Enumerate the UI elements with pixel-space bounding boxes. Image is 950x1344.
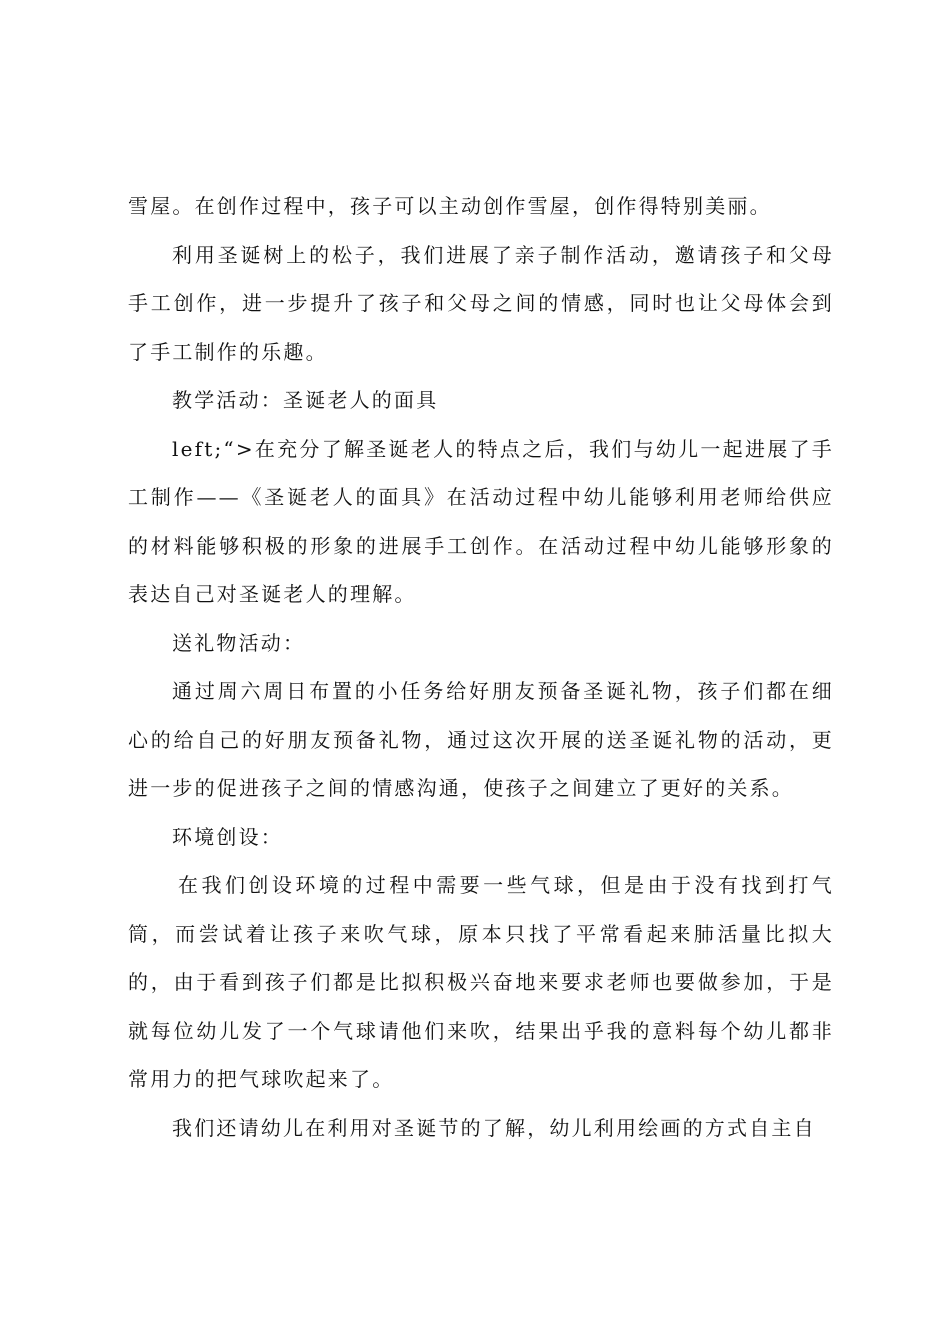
paragraph-4: left;“>在充分了解圣诞老人的特点之后，我们与幼儿一起进展了手工制作——《圣诞老人的面具》在活动过程中幼儿能够利用老师给供应的材料能够积极的形象的进展手工创作。在活动过程中幼儿能够形象的表达自己对圣诞老人的理解。 — [128, 436, 834, 606]
paragraph-6: 通过周六周日布置的小任务给好朋友预备圣诞礼物，孩子们都在细心的给自己的好朋友预备礼物，通过这次开展的送圣诞礼物的活动，更进一步的促进孩子之间的情感沟通，使孩子之间建立了更好的关系。 — [128, 679, 834, 800]
paragraph-8: 在我们创设环境的过程中需要一些气球，但是由于没有找到打气筒，而尝试着让孩子来吹气球，原本只找了平常看起来肺活量比拟大的，由于看到孩子们都是比拟积极兴奋地来要求老师也要做参加，于是就每位幼儿发了一个气球请他们来吹，结果出乎我的意料每个幼儿都非常用力的把气球吹起来了。 — [128, 873, 834, 1091]
paragraph-5-heading: 送礼物活动： — [172, 630, 306, 655]
paragraph-9: 我们还请幼儿在利用对圣诞节的了解，幼儿利用绘画的方式自主自 — [172, 1115, 816, 1140]
paragraph-2: 利用圣诞树上的松子，我们进展了亲子制作活动，邀请孩子和父母手工创作，进一步提升了孩子和父母之间的情感，同时也让父母体会到了手工制作的乐趣。 — [128, 242, 834, 364]
document-body — [128, 182, 834, 1152]
paragraph-7-heading: 环境创设： — [172, 824, 283, 849]
paragraph-1: 雪屋。在创作过程中，孩子可以主动创作雪屋，创作得特别美丽。 — [128, 194, 772, 218]
paragraph-3-heading: 教学活动：圣诞老人的面具 — [172, 388, 439, 412]
